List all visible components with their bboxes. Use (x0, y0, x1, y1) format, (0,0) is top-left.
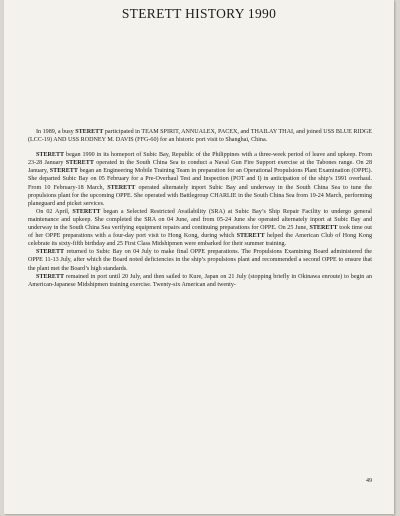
text-segment: took time out of her OPPE preparations with a four-day port visit to Hong Kong, during which (28, 225, 372, 240)
ship-name: STERETT (49, 168, 78, 175)
ship-name: STERETT (36, 152, 65, 159)
ship-name: STERETT (65, 160, 94, 167)
text-segment: participated in TEAM SPIRIT, ANNUALEX, PACEX, and THAILAY THAI, and joined USS BLUE RIDGE (LCC-19) AND USS RODNEY M. DAVIS (FFG-60) for an historic port visit to Shanghai, China. (28, 129, 372, 144)
ship-name: STERETT (72, 208, 101, 215)
paragraph-april (28, 208, 372, 248)
paragraph-1989 (28, 128, 372, 144)
ship-name: STERETT (75, 129, 104, 135)
text-segment: began a Selected Restricted Availability (SRA) at Subic Bay’s Ship Repair Facility to undergo general maintenance and upkeep. She completed the SRA on 04 June, and from 05-24 June she operated alternately inport at Subic Bay and underway in the South China Sea verifying equipment repairs and continuing preparations for OPPE. On 25 June, (28, 208, 372, 232)
text-segment: operated in the South China Sea to conduct a Naval Gun Fire Support exercise at the Tabones range. On 28 January, (28, 160, 372, 175)
ship-name: STERETT (309, 225, 338, 232)
history-text (28, 128, 372, 289)
text-segment: helped the American Club of Hong Kong celebrate its sixty-fifth birthday and 25 First Class Midshipmen were embarked for their summer training. (28, 233, 372, 248)
text-segment: remained in port until 20 July, and then sailed to Kure, Japan on 21 July (stopping briefly in Okinawa enroute) to begin an American-Japanese Midshipmen training exercise. Twenty-six American and twenty- (28, 273, 372, 288)
page-number: 49 (366, 478, 372, 484)
paragraph-early-1990 (28, 151, 372, 208)
ship-name: STERETT (236, 233, 265, 240)
text-segment: began 1990 in its homeport of Subic Bay, Republic of the Philippines with a three-week period of leave and upkeep. From 23-28 January (28, 152, 372, 167)
page-title: STERETT HISTORY 1990 (121, 6, 277, 21)
ship-name: STERETT (107, 184, 136, 191)
ship-name: STERETT (36, 273, 65, 280)
paragraph-july (28, 248, 372, 272)
text-segment: On 02 April, (36, 208, 73, 215)
text-segment: returned to Subic Bay on 04 July to make final OPPE preparations. The Propulsions Examining Board administered the OPPE 11-13 July, after which the Board noted deficiencies in the ship’s propulsions plant and recommended a second OPPE to ensure that the plant met the Board’s high standards. (28, 249, 372, 272)
text-segment: operated alternately inport Subic Bay and underway in the South China Sea to tune the propulsions plant for the upcoming OPPE. She operated with Battlegroup CHARLIE in the South China Sea from 19-24 March, performing planeguard and picket services. (28, 184, 372, 207)
text-segment: began an Engineering Mobile Training Team in preparation for an Operational Propulsions Plant Examination (OPPE). She departed Subic Bay on 05 February for a Pre-Overhaul Test and Inspection (POT and I) in anticipation of the ship’s 1991 overhaul. From 10 February-18 March, (28, 168, 372, 191)
ship-name: STERETT (36, 249, 65, 256)
text-segment: In 1989, a busy (36, 129, 76, 135)
paragraph-kure (28, 273, 372, 289)
document-page (4, 0, 394, 514)
